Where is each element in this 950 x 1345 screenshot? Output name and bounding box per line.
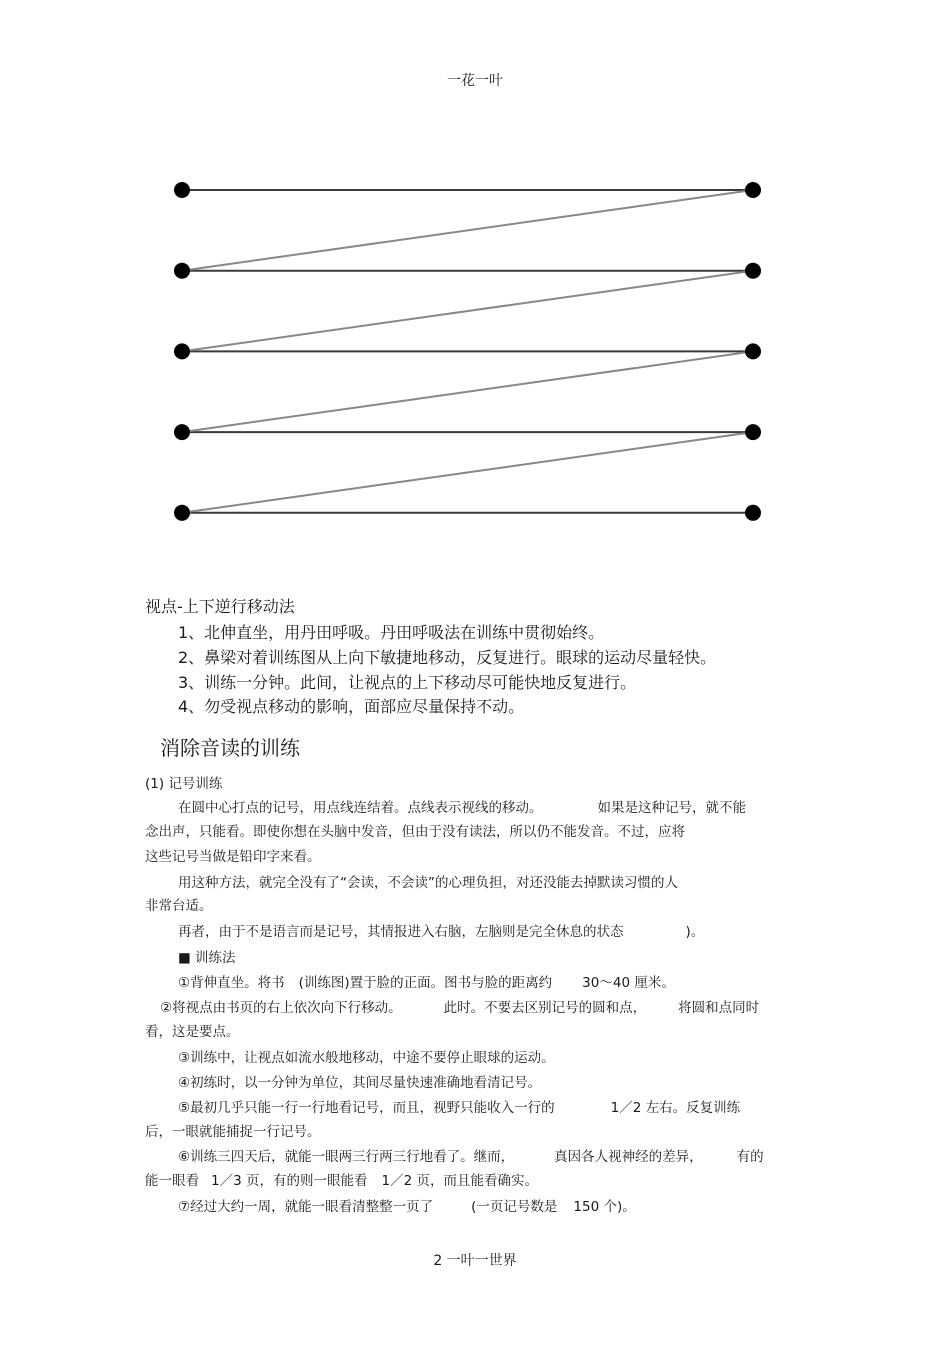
text-span: 如果是这种记号，就不能 <box>597 800 746 816</box>
text-span: 1／3 页，有的则一眼能看 <box>211 1173 368 1189</box>
text-span: ②将视点由书页的右上依次向下行移动。 <box>160 1000 402 1016</box>
method-title: 视点-上下逆行移动法 <box>145 597 295 616</box>
step-5-line-1 <box>178 1096 740 1116</box>
fixation-dot <box>745 182 761 198</box>
eye-movement-zigzag-diagram <box>0 0 950 560</box>
fixation-dot <box>745 505 761 521</box>
step-2-line-2: 看，这是要点。 <box>145 1024 240 1040</box>
step-5-line-2: 后，一眼就能捕捉一行记号。 <box>145 1124 321 1140</box>
text-span: ⑦经过大约一周，就能一眼看清整整一页了 <box>178 1199 434 1215</box>
step-6-line-1 <box>178 1145 764 1165</box>
text-span: (训练图 <box>298 975 345 991</box>
step-3: ③训练中，让视点如流水般地移动，中途不要停止眼球的运动。 <box>178 1050 555 1066</box>
text-span: 有的 <box>736 1149 764 1165</box>
method-step-3: 3、训练一分钟。此间，让视点的上下移动尽可能快地反复进行。 <box>178 673 637 692</box>
fixation-dot <box>174 182 190 198</box>
text-span: 能一眼看 <box>145 1173 199 1189</box>
sub-heading: (1) 记号训练 <box>145 776 223 792</box>
method-step-1: 1、北伸直坐，用丹田呼吸。丹田呼吸法在训练中贯彻始终。 <box>178 623 605 642</box>
paragraph-2-line-1: 用这种方法，就完全没有了“会读，不会读”的心理负担，对还没能去掉默读习惯的人 <box>178 875 678 891</box>
step-1 <box>178 971 675 991</box>
diagonal-line <box>182 432 753 513</box>
step-7 <box>178 1195 636 1215</box>
fixation-dot <box>174 424 190 440</box>
text-span: 150 个)。 <box>573 1199 636 1215</box>
text-span: 在圆中心打点的记号，用点线连结着。点线表示视线的移动。 <box>178 800 543 816</box>
text-span: 再者，由于不是语言而是记号，其情报进入右脑，左脑则是完全休息的状态 <box>178 924 624 940</box>
text-span: 1／2 页，而且能看确实。 <box>381 1173 538 1189</box>
fixation-dot <box>745 424 761 440</box>
paragraph-1-line-2: 念出声，只能看。即使你想在头脑中发音，但由于没有读法，所以仍不能发音。不过，应将 <box>145 824 685 840</box>
text-span: )置于脸的正面。图书与脸的距离约 <box>344 975 553 991</box>
diagonal-line <box>182 351 753 432</box>
page-footer: 2 一叶一世界 <box>433 1253 517 1269</box>
fixation-dot <box>745 343 761 359</box>
diagonal-line <box>182 271 753 352</box>
fixation-dot <box>174 343 190 359</box>
text-span: 1／2 左右。反复训练 <box>610 1100 741 1116</box>
paragraph-2-line-2: 非常台适。 <box>145 898 213 914</box>
fixation-dot <box>174 505 190 521</box>
page-header: 一花一叶 <box>447 73 503 89</box>
paragraph-1-line-3: 这些记号当做是铅印字来看。 <box>145 849 321 865</box>
step-2-line-1 <box>160 996 759 1016</box>
diagonal-line <box>182 190 753 271</box>
text-span: 30～40 厘米。 <box>582 975 675 991</box>
text-span: 真因各人视神经的差异， <box>554 1149 703 1165</box>
method-step-4: 4、勿受视点移动的影响，面部应尽量保持不动。 <box>178 697 525 716</box>
text-span: (一页记号数是 <box>471 1199 558 1215</box>
paragraph-3-line-1 <box>178 920 704 940</box>
text-span: )。 <box>685 924 705 940</box>
fixation-dot <box>174 263 190 279</box>
step-4: ④初练时，以一分钟为单位，其间尽量快速准确地看清记号。 <box>178 1075 542 1091</box>
fixation-dot <box>745 263 761 279</box>
text-span: ⑥训练三四天后，就能一眼两三行两三行地看了。继而， <box>178 1149 515 1165</box>
section-heading: 消除音读的训练 <box>160 736 300 760</box>
method-step-2: 2、鼻梁对着训练图从上向下敏捷地移动，反复进行。眼球的运动尽量轻快。 <box>178 648 717 667</box>
text-span: 此时。不要去区别记号的圆和点， <box>443 1000 647 1016</box>
training-method-label: ■ 训练法 <box>178 950 236 966</box>
step-6-line-2 <box>145 1169 538 1189</box>
paragraph-1-line-1 <box>178 796 746 816</box>
text-span: ⑤最初几乎只能一行一行地看记号，而且，视野只能收入一行的 <box>178 1100 555 1116</box>
text-span: ①背伸直坐。将书 <box>178 975 285 991</box>
text-span: 将圆和点同时 <box>678 1000 760 1016</box>
